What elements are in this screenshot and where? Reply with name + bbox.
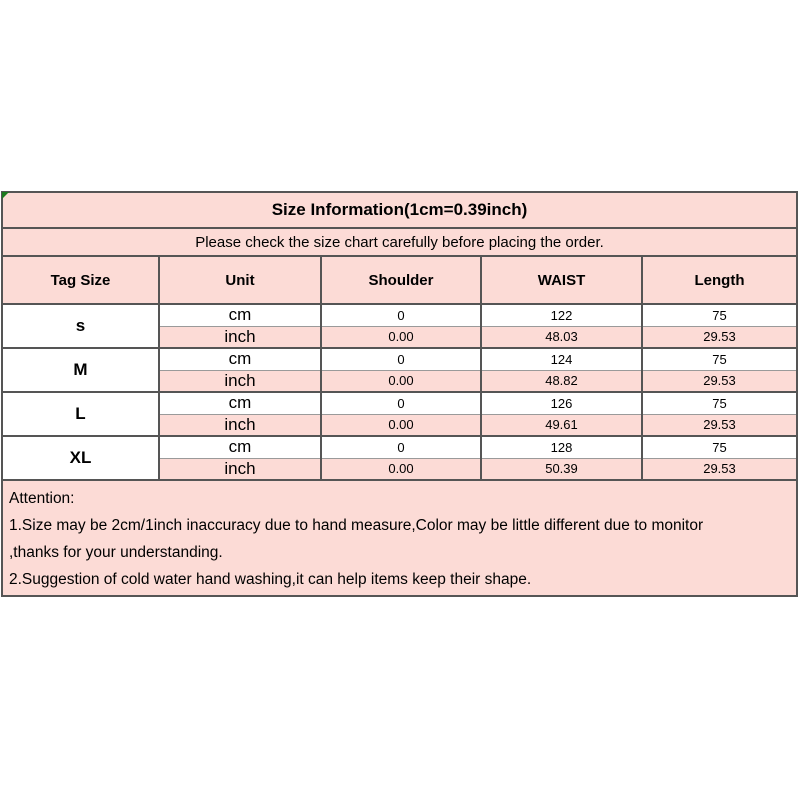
- xl-length-inch: 29.53: [642, 458, 797, 480]
- unit-inch-label: inch: [159, 458, 321, 480]
- m-waist-inch: 48.82: [481, 370, 642, 392]
- xl-shoulder-cm: 0: [321, 436, 481, 458]
- m-length-inch: 29.53: [642, 370, 797, 392]
- attention-line-3: 2.Suggestion of cold water hand washing,it can help items keep their shape.: [9, 571, 532, 588]
- s-waist-cm: 122: [481, 304, 642, 326]
- row-xl-cm: [2, 436, 797, 458]
- unit-cm-label: cm: [159, 392, 321, 414]
- tag-size-l: L: [2, 392, 159, 436]
- row-m-cm: [2, 348, 797, 370]
- title-row: [2, 192, 797, 228]
- attention-heading: Attention:: [9, 490, 75, 507]
- l-waist-cm: 126: [481, 392, 642, 414]
- corner-marker-icon: [2, 192, 9, 199]
- subtitle-row: [2, 228, 797, 256]
- col-header-length: Length: [642, 256, 797, 304]
- col-header-unit: Unit: [159, 256, 321, 304]
- l-waist-inch: 49.61: [481, 414, 642, 436]
- col-header-shoulder: Shoulder: [321, 256, 481, 304]
- l-shoulder-inch: 0.00: [321, 414, 481, 436]
- m-length-cm: 75: [642, 348, 797, 370]
- col-header-waist: WAIST: [481, 256, 642, 304]
- tag-size-m: M: [2, 348, 159, 392]
- attention-line-1: 1.Size may be 2cm/1inch inaccuracy due to hand measure,Color may be little different due to monitor: [9, 517, 704, 534]
- unit-cm-label: cm: [159, 436, 321, 458]
- xl-length-cm: 75: [642, 436, 797, 458]
- table-subtitle: Please check the size chart carefully before placing the order.: [2, 228, 797, 256]
- size-table: [1, 191, 798, 597]
- xl-shoulder-inch: 0.00: [321, 458, 481, 480]
- l-shoulder-cm: 0: [321, 392, 481, 414]
- l-length-inch: 29.53: [642, 414, 797, 436]
- s-length-cm: 75: [642, 304, 797, 326]
- xl-waist-inch: 50.39: [481, 458, 642, 480]
- unit-inch-label: inch: [159, 414, 321, 436]
- s-waist-inch: 48.03: [481, 326, 642, 348]
- m-shoulder-inch: 0.00: [321, 370, 481, 392]
- s-shoulder-cm: 0: [321, 304, 481, 326]
- table-title: Size Information(1cm=0.39inch): [2, 192, 797, 228]
- col-header-tag-size: Tag Size: [2, 256, 159, 304]
- m-waist-cm: 124: [481, 348, 642, 370]
- l-length-cm: 75: [642, 392, 797, 414]
- unit-inch-label: inch: [159, 370, 321, 392]
- attention-block: [2, 480, 797, 596]
- m-shoulder-cm: 0: [321, 348, 481, 370]
- attention-row: [2, 480, 797, 596]
- unit-cm-label: cm: [159, 304, 321, 326]
- unit-inch-label: inch: [159, 326, 321, 348]
- tag-size-xl: XL: [2, 436, 159, 480]
- xl-waist-cm: 128: [481, 436, 642, 458]
- attention-line-2: ,thanks for your understanding.: [9, 544, 223, 561]
- row-s-cm: [2, 304, 797, 326]
- unit-cm-label: cm: [159, 348, 321, 370]
- s-length-inch: 29.53: [642, 326, 797, 348]
- row-l-cm: [2, 392, 797, 414]
- tag-size-s: s: [2, 304, 159, 348]
- table-header-row: [2, 256, 797, 304]
- s-shoulder-inch: 0.00: [321, 326, 481, 348]
